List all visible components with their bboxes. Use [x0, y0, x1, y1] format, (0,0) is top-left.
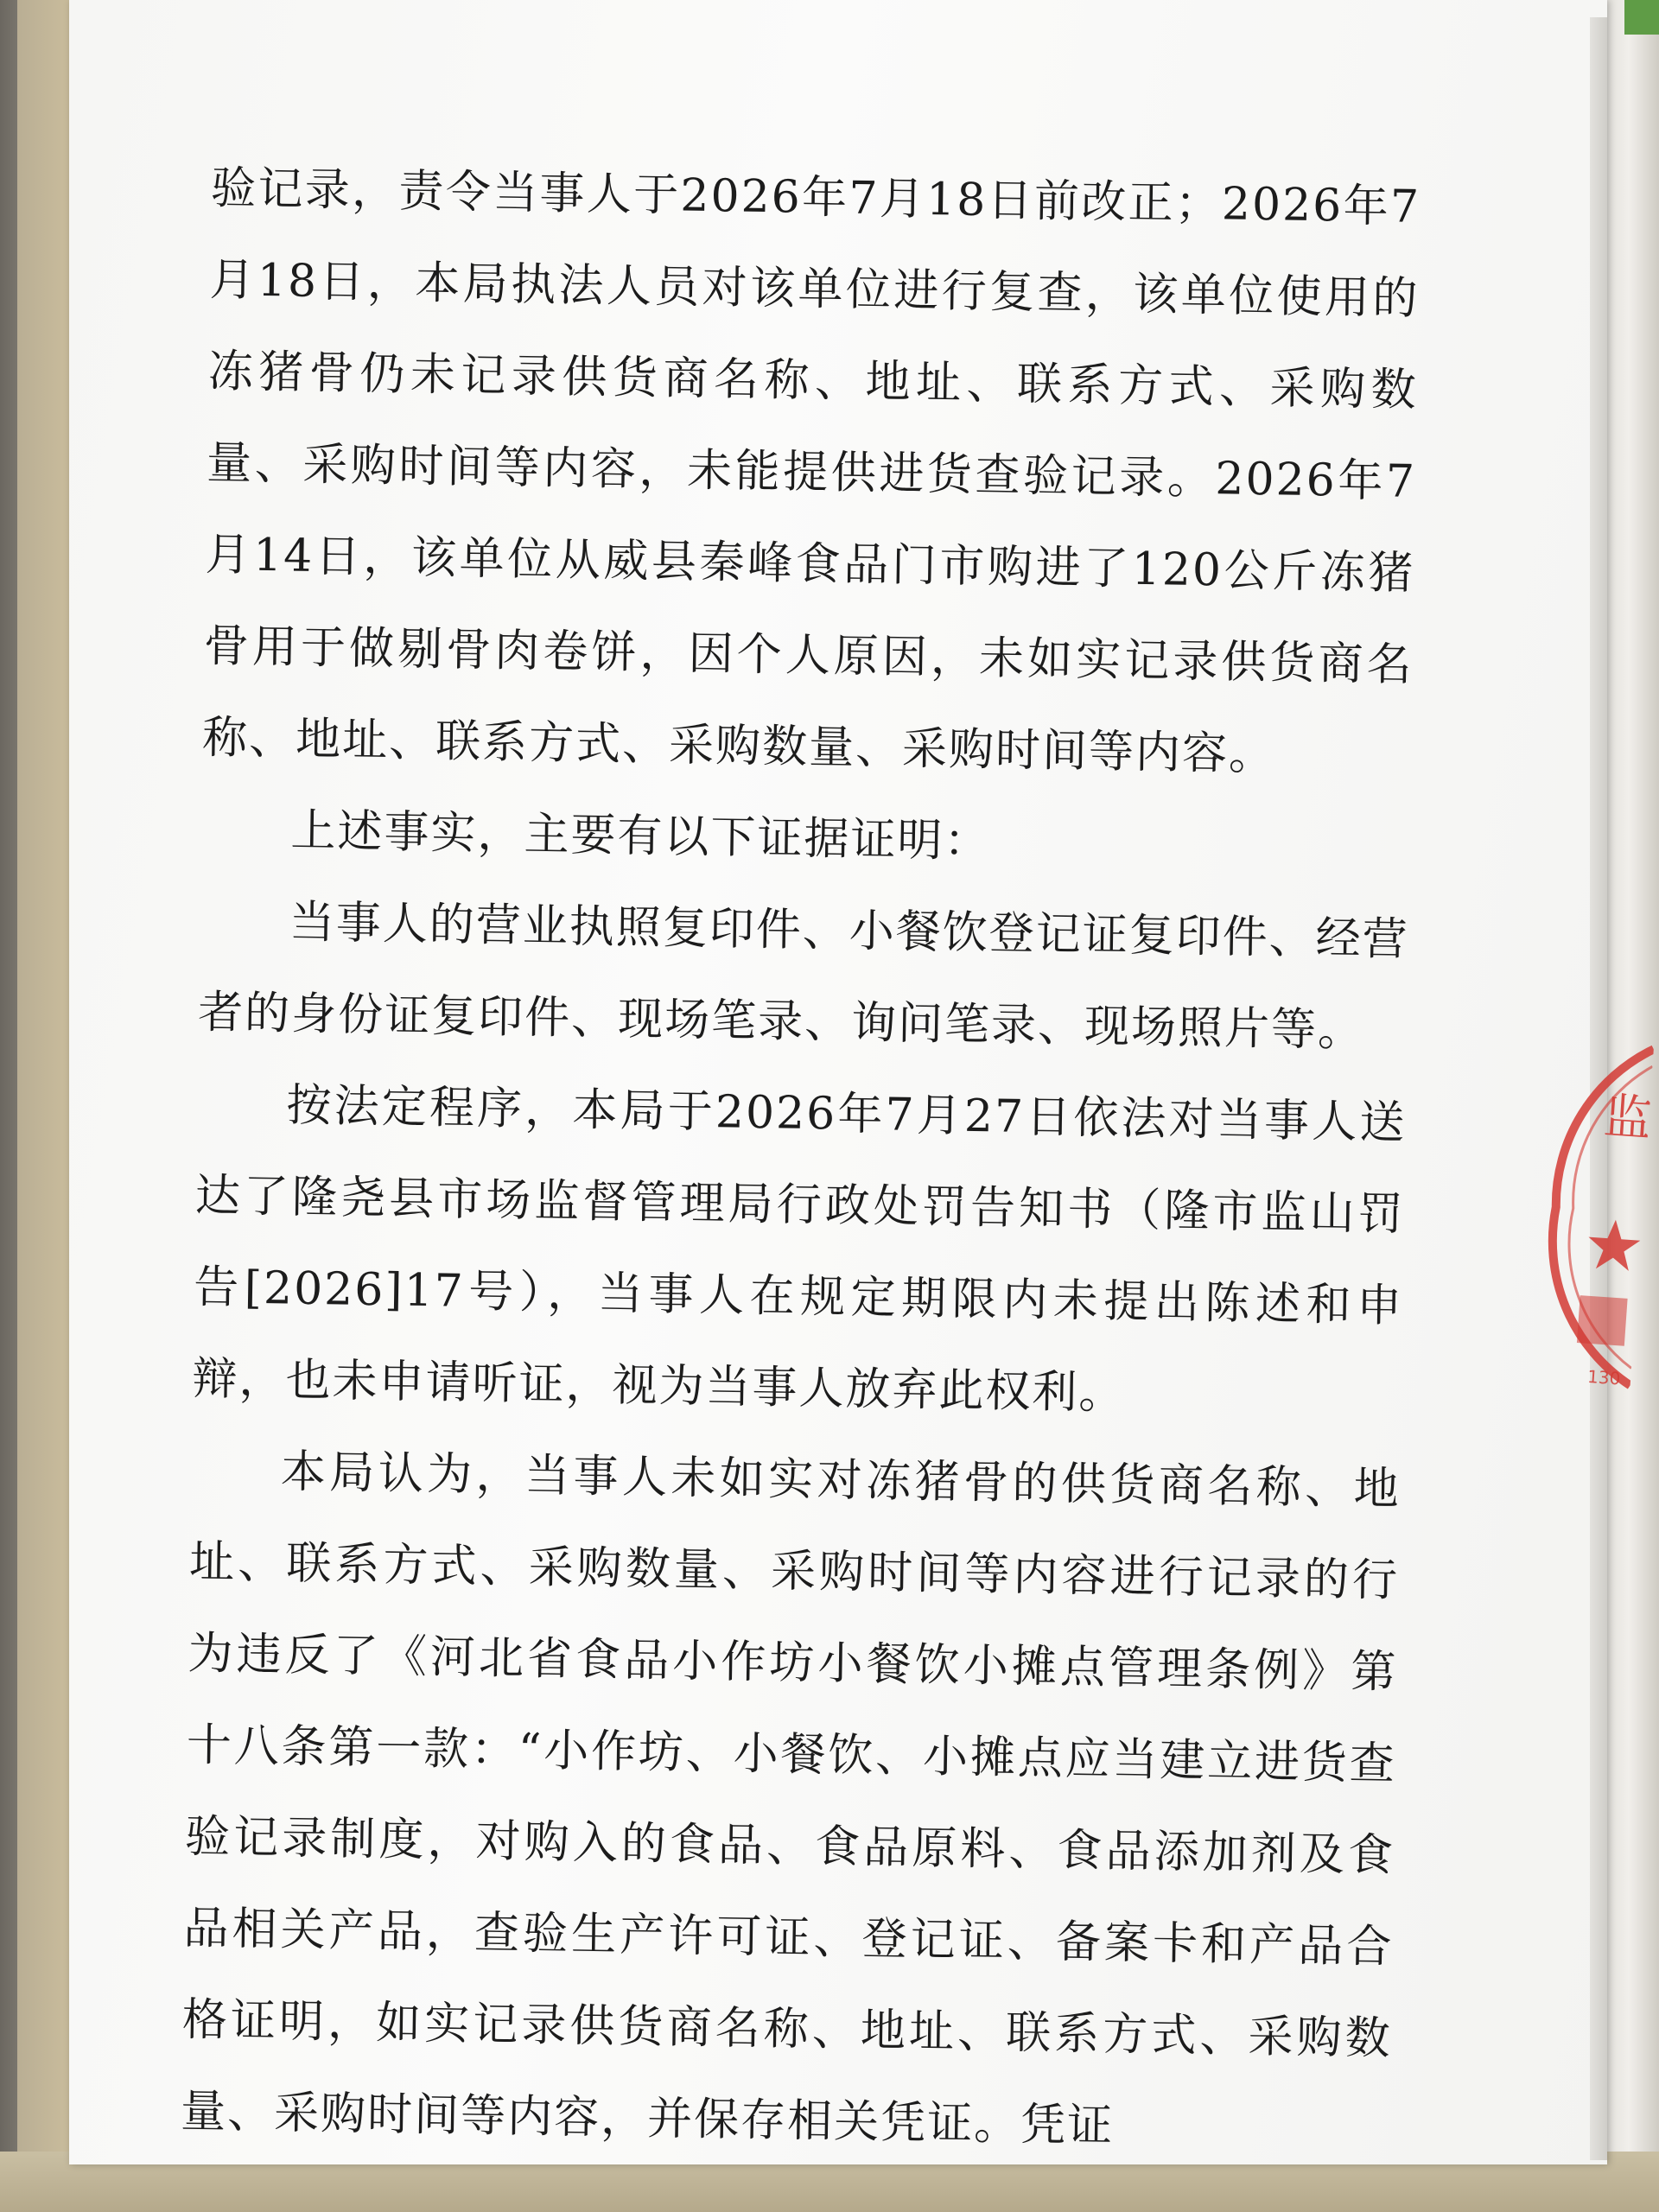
paragraph-evidence-list: 当事人的营业执照复印件、小餐饮登记证复印件、经营者的身份证复印件、现场笔录、询问笔录、现场照片等。: [197, 896, 1410, 1058]
underlying-page-left: [17, 0, 69, 2212]
document-body: [180, 143, 1421, 2177]
green-folder-corner: [1624, 0, 1659, 35]
paragraph-procedure: 按法定程序，本局于2026年7月27日依法对当事人送达了隆尧县市场监督管理局行政处罚告知书（隆市监山罚告[2026]17号），当事人在规定期限内未提出陈述和申辩，也未申请听证，视为当事人放弃此权利。: [192, 1079, 1407, 1420]
seal-number: 130: [1586, 1365, 1622, 1389]
paragraph-finding: 本局认为，当事人未如实对冻猪骨的供货商名称、地址、联系方式、采购数量、采购时间等内容进行记录的行为违反了《河北省食品小作坊小餐饮小摊点管理条例》第十八条第一款：“小作坊、小餐饮、小摊点应当建立进货查验记录制度，对购入的食品、食品原料、食品添加剂及食品相关产品，查验生产许可证、登记证、备案卡和产品合格证明，如实记录供货商名称、地址、联系方式、采购数量、采购时间等内容，并保存相关凭证。凭证: [180, 1446, 1402, 2152]
paragraph-evidence-intro: 上述事实，主要有以下证据证明：: [290, 804, 991, 868]
seal-star: [1586, 1218, 1642, 1272]
paragraph-inspection-record: 验记录，责令当事人于2026年7月18日前改正；2026年7月18日，本局执法人员对该单位进行复查，该单位使用的冻猪骨仍未记录供货商名称、地址、联系方式、采购数量、采购时间等内容，未能提供进货查验记录。2026年7月14日，该单位从威县秦峰食品门市购进了120公斤冻猪骨用于做剔骨肉卷饼，因个人原因，未如实记录供货商名称、地址、联系方式、采购数量、采购时间等内容。: [201, 162, 1421, 781]
seal-character: 监: [1601, 1088, 1655, 1148]
